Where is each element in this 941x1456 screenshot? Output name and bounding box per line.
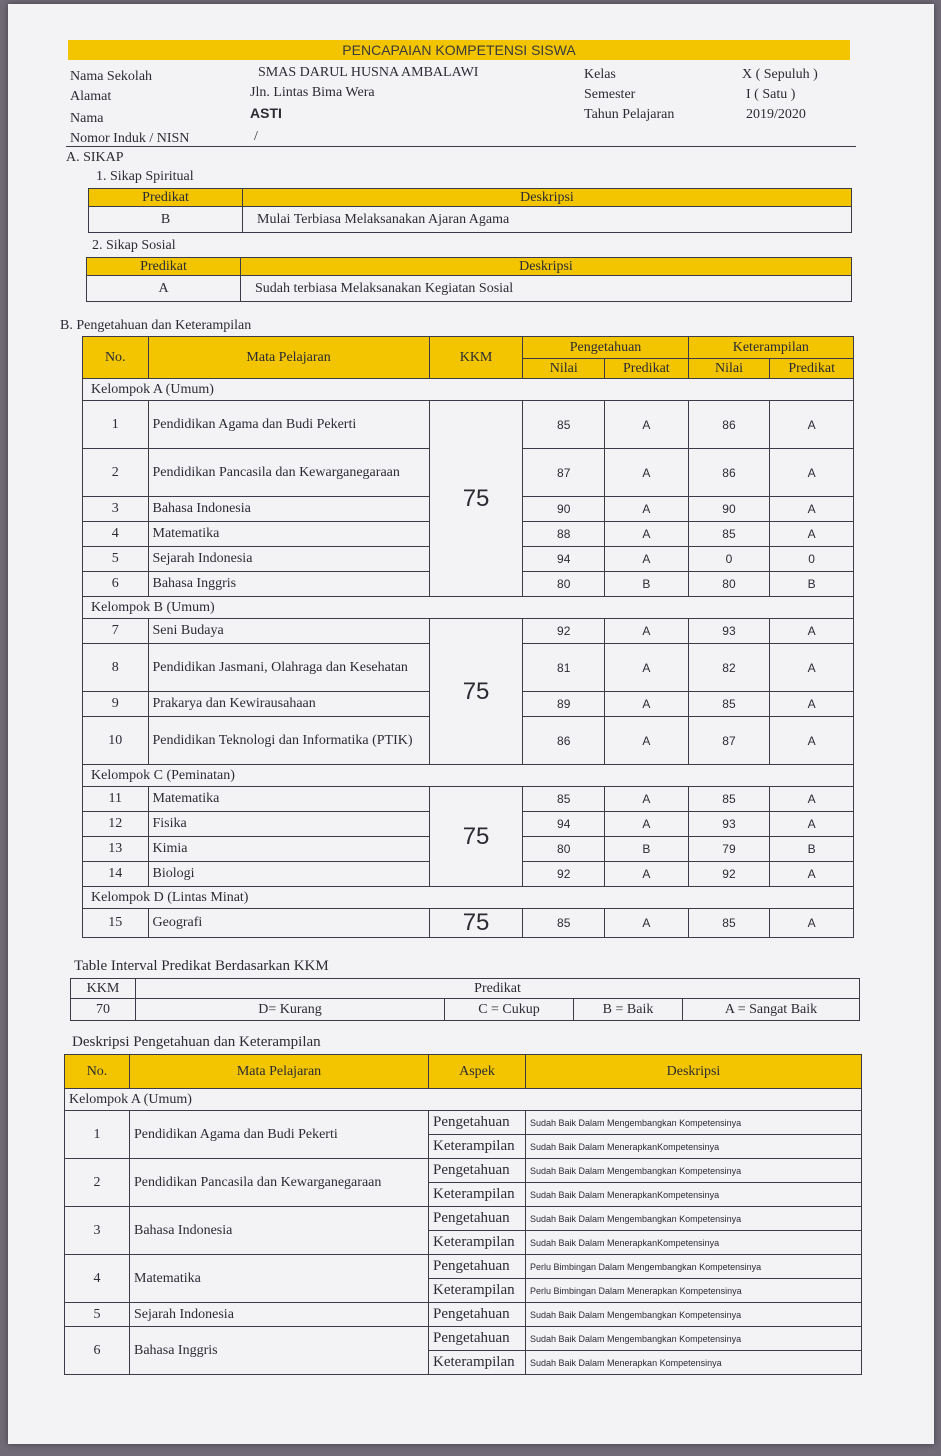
row-pn: 86	[523, 717, 605, 765]
semester-value: I ( Satu )	[746, 87, 796, 102]
interval-heading: Table Interval Predikat Berdasarkan KKM	[74, 958, 329, 974]
nilai-h-pengetahuan-predikat: Predikat	[605, 359, 689, 379]
desk-text: Sudah Baik Dalam MenerapkanKompetensinya	[526, 1183, 862, 1207]
row-kn: 82	[688, 644, 770, 692]
row-mapel: Pendidikan Teknologi dan Informatika (PTIK)	[148, 717, 429, 765]
desk-h-deskripsi: Deskripsi	[526, 1055, 862, 1089]
row-pn: 87	[523, 449, 605, 497]
row-pp: A	[605, 812, 689, 837]
desk-aspek: Pengetahuan	[429, 1207, 526, 1231]
desk-aspek: Keterampilan	[429, 1231, 526, 1255]
row-mapel: Matematika	[148, 522, 429, 547]
row-no: 7	[83, 619, 149, 644]
row-no: 13	[83, 837, 149, 862]
row-kn: 79	[688, 837, 770, 862]
group-row	[65, 1089, 862, 1111]
spiritual-predikat: B	[89, 207, 243, 233]
row-kp: 0	[770, 547, 854, 572]
desk-no: 5	[65, 1303, 130, 1327]
desk-mapel: Matematika	[130, 1255, 429, 1303]
row-kkm: 75	[429, 787, 523, 887]
deskripsi-heading: Deskripsi Pengetahuan dan Keterampilan	[72, 1034, 321, 1050]
row-no: 1	[83, 401, 149, 449]
row-kp: A	[770, 401, 854, 449]
sosial-h-predikat: Predikat	[87, 258, 241, 276]
desk-no: 4	[65, 1255, 130, 1303]
desk-text: Sudah Baik Dalam Mengembangkan Kompetensinya	[526, 1159, 862, 1183]
interval-kkm: 70	[71, 999, 136, 1021]
row-kn: 87	[688, 717, 770, 765]
nilai-h-mapel: Mata Pelajaran	[148, 337, 429, 379]
alamat-value: Jln. Lintas Bima Wera	[250, 85, 375, 100]
interval-b: B = Baik	[574, 999, 683, 1021]
row-pn: 94	[523, 547, 605, 572]
row-pp: A	[605, 547, 689, 572]
divider	[66, 146, 856, 147]
desk-h-aspek: Aspek	[429, 1055, 526, 1089]
row-kp: A	[770, 449, 854, 497]
row-pp: A	[605, 522, 689, 547]
nilai-h-keterampilan: Keterampilan	[688, 337, 853, 359]
table-row	[83, 909, 854, 938]
desk-h-no: No.	[65, 1055, 130, 1089]
spiritual-deskripsi: Mulai Terbiasa Melaksanakan Ajaran Agama	[243, 207, 852, 233]
deskripsi-table	[64, 1054, 862, 1375]
row-pn: 80	[523, 837, 605, 862]
desk-aspek: Pengetahuan	[429, 1159, 526, 1183]
desk-mapel: Sejarah Indonesia	[130, 1303, 429, 1327]
desk-aspek: Keterampilan	[429, 1135, 526, 1159]
row-pn: 89	[523, 692, 605, 717]
group-row	[83, 887, 854, 909]
row-pn: 92	[523, 862, 605, 887]
group-label: Kelompok B (Umum)	[83, 597, 854, 619]
spiritual-table	[88, 188, 852, 233]
row-kn: 85	[688, 787, 770, 812]
row-kn: 86	[688, 449, 770, 497]
row-kkm: 75	[429, 909, 523, 938]
deskripsi-header-row	[65, 1055, 862, 1089]
row-pn: 85	[523, 787, 605, 812]
desk-text: Perlu Bimbingan Dalam Mengembangkan Kompetensinya	[526, 1255, 862, 1279]
desk-no: 3	[65, 1207, 130, 1255]
nilai-header-row	[83, 337, 854, 359]
row-pp: B	[605, 837, 689, 862]
table-row	[65, 1255, 862, 1279]
desk-aspek: Pengetahuan	[429, 1303, 526, 1327]
row-no: 5	[83, 547, 149, 572]
row-pp: A	[605, 909, 689, 938]
row-kp: B	[770, 572, 854, 597]
kelas-value: X ( Sepuluh )	[742, 67, 818, 82]
nilai-h-keterampilan-predikat: Predikat	[770, 359, 854, 379]
row-pn: 94	[523, 812, 605, 837]
row-kp: A	[770, 644, 854, 692]
desk-text: Sudah Baik Dalam Mengembangkan Kompetensinya	[526, 1327, 862, 1351]
nilai-h-keterampilan-nilai: Nilai	[688, 359, 770, 379]
sosial-deskripsi: Sudah terbiasa Melaksanakan Kegiatan Sosial	[241, 276, 852, 302]
row-kn: 86	[688, 401, 770, 449]
group-row	[83, 765, 854, 787]
sosial-table	[86, 257, 852, 302]
desk-text: Sudah Baik Dalam MenerapkanKompetensinya	[526, 1231, 862, 1255]
row-kp: A	[770, 787, 854, 812]
tahun-label: Tahun Pelajaran	[584, 107, 675, 122]
row-no: 14	[83, 862, 149, 887]
interval-h-predikat: Predikat	[136, 979, 860, 999]
sosial-h-deskripsi: Deskripsi	[241, 258, 852, 276]
row-mapel: Seni Budaya	[148, 619, 429, 644]
row-pp: A	[605, 692, 689, 717]
row-no: 3	[83, 497, 149, 522]
interval-d: D= Kurang	[136, 999, 445, 1021]
row-kkm: 75	[429, 401, 523, 597]
table-row	[65, 1159, 862, 1183]
group-label: Kelompok D (Lintas Minat)	[83, 887, 854, 909]
table-row	[65, 1327, 862, 1351]
nilai-h-pengetahuan: Pengetahuan	[523, 337, 688, 359]
sikap-heading: A. SIKAP	[66, 150, 124, 165]
spiritual-heading: 1. Sikap Spiritual	[96, 169, 194, 184]
row-kp: A	[770, 692, 854, 717]
row-pp: B	[605, 572, 689, 597]
sekolah-label: Nama Sekolah	[70, 69, 153, 84]
desk-mapel: Bahasa Indonesia	[130, 1207, 429, 1255]
row-kkm: 75	[429, 619, 523, 765]
row-no: 4	[83, 522, 149, 547]
row-kp: A	[770, 862, 854, 887]
desk-mapel: Pendidikan Pancasila dan Kewarganegaraan	[130, 1159, 429, 1207]
interval-table	[70, 978, 860, 1021]
row-pp: A	[605, 449, 689, 497]
interval-a: A = Sangat Baik	[683, 999, 860, 1021]
row-mapel: Fisika	[148, 812, 429, 837]
tahun-value: 2019/2020	[746, 107, 806, 122]
row-no: 9	[83, 692, 149, 717]
row-no: 2	[83, 449, 149, 497]
sosial-heading: 2. Sikap Sosial	[92, 238, 176, 253]
desk-aspek: Pengetahuan	[429, 1255, 526, 1279]
row-kn: 90	[688, 497, 770, 522]
table-row	[65, 1303, 862, 1327]
row-no: 11	[83, 787, 149, 812]
row-kp: A	[770, 619, 854, 644]
nama-label: Nama	[70, 111, 104, 126]
row-mapel: Sejarah Indonesia	[148, 547, 429, 572]
group-row	[83, 597, 854, 619]
desk-mapel: Pendidikan Agama dan Budi Pekerti	[130, 1111, 429, 1159]
desk-aspek: Pengetahuan	[429, 1327, 526, 1351]
report-paper	[8, 4, 934, 1444]
row-mapel: Biologi	[148, 862, 429, 887]
desk-h-mapel: Mata Pelajaran	[130, 1055, 429, 1089]
spiritual-h-predikat: Predikat	[89, 189, 243, 207]
table-row	[83, 401, 854, 449]
nisn-label: Nomor Induk / NISN	[70, 131, 190, 146]
student-info	[70, 64, 850, 148]
row-kp: B	[770, 837, 854, 862]
row-mapel: Bahasa Inggris	[148, 572, 429, 597]
row-pn: 80	[523, 572, 605, 597]
row-pp: A	[605, 717, 689, 765]
nama-value: ASTI	[250, 105, 282, 121]
desk-text: Sudah Baik Dalam Menerapkan Kompetensinya	[526, 1351, 862, 1375]
desk-no: 1	[65, 1111, 130, 1159]
nilai-table	[82, 336, 854, 938]
group-row	[83, 379, 854, 401]
row-mapel: Bahasa Indonesia	[148, 497, 429, 522]
row-pp: A	[605, 862, 689, 887]
table-row	[65, 1111, 862, 1135]
row-pp: A	[605, 787, 689, 812]
row-mapel: Matematika	[148, 787, 429, 812]
desk-text: Sudah Baik Dalam MenerapkanKompetensinya	[526, 1135, 862, 1159]
nilai-h-no: No.	[83, 337, 149, 379]
row-no: 15	[83, 909, 149, 938]
row-pn: 88	[523, 522, 605, 547]
row-pn: 90	[523, 497, 605, 522]
nisn-value: /	[254, 129, 258, 144]
row-kp: A	[770, 812, 854, 837]
row-kp: A	[770, 909, 854, 938]
row-kn: 93	[688, 619, 770, 644]
desk-text: Sudah Baik Dalam Mengembangkan Kompetensinya	[526, 1111, 862, 1135]
row-kn: 0	[688, 547, 770, 572]
desk-aspek: Keterampilan	[429, 1183, 526, 1207]
row-pp: A	[605, 497, 689, 522]
row-kn: 85	[688, 692, 770, 717]
desk-no: 6	[65, 1327, 130, 1375]
row-pp: A	[605, 401, 689, 449]
row-pn: 81	[523, 644, 605, 692]
row-pn: 85	[523, 909, 605, 938]
desk-aspek: Pengetahuan	[429, 1111, 526, 1135]
table-row	[65, 1207, 862, 1231]
row-no: 6	[83, 572, 149, 597]
desk-text: Sudah Baik Dalam Mengembangkan Kompetensinya	[526, 1207, 862, 1231]
row-no: 8	[83, 644, 149, 692]
kelas-label: Kelas	[584, 67, 616, 82]
row-mapel: Pendidikan Jasmani, Olahraga dan Kesehatan	[148, 644, 429, 692]
sosial-predikat: A	[87, 276, 241, 302]
page-title: PENCAPAIAN KOMPETENSI SISWA	[68, 40, 850, 60]
nilai-heading: B. Pengetahuan dan Keterampilan	[60, 318, 252, 333]
row-pn: 85	[523, 401, 605, 449]
desk-text: Perlu Bimbingan Dalam Menerapkan Kompetensinya	[526, 1279, 862, 1303]
semester-label: Semester	[584, 87, 636, 102]
row-pn: 92	[523, 619, 605, 644]
row-kn: 85	[688, 909, 770, 938]
row-kn: 93	[688, 812, 770, 837]
row-kp: A	[770, 522, 854, 547]
desk-aspek: Keterampilan	[429, 1351, 526, 1375]
spiritual-h-deskripsi: Deskripsi	[243, 189, 852, 207]
group-label: Kelompok C (Peminatan)	[83, 765, 854, 787]
row-mapel: Pendidikan Agama dan Budi Pekerti	[148, 401, 429, 449]
row-no: 10	[83, 717, 149, 765]
alamat-label: Alamat	[70, 89, 112, 104]
desk-text: Sudah Baik Dalam Mengembangkan Kompetensinya	[526, 1303, 862, 1327]
desk-group-label: Kelompok A (Umum)	[65, 1089, 862, 1111]
row-kn: 92	[688, 862, 770, 887]
row-mapel: Prakarya dan Kewirausahaan	[148, 692, 429, 717]
interval-c: C = Cukup	[445, 999, 574, 1021]
row-kp: A	[770, 497, 854, 522]
desk-no: 2	[65, 1159, 130, 1207]
row-mapel: Kimia	[148, 837, 429, 862]
sekolah-value: SMAS DARUL HUSNA AMBALAWI	[258, 65, 479, 80]
row-mapel: Geografi	[148, 909, 429, 938]
group-label: Kelompok A (Umum)	[83, 379, 854, 401]
table-row	[83, 787, 854, 812]
row-pp: A	[605, 619, 689, 644]
row-kn: 85	[688, 522, 770, 547]
row-mapel: Pendidikan Pancasila dan Kewarganegaraan	[148, 449, 429, 497]
nilai-h-kkm: KKM	[429, 337, 523, 379]
row-kn: 80	[688, 572, 770, 597]
row-pp: A	[605, 644, 689, 692]
table-row	[83, 619, 854, 644]
desk-mapel: Bahasa Inggris	[130, 1327, 429, 1375]
nilai-h-pengetahuan-nilai: Nilai	[523, 359, 605, 379]
desk-aspek: Keterampilan	[429, 1279, 526, 1303]
interval-h-kkm: KKM	[71, 979, 136, 999]
row-kp: A	[770, 717, 854, 765]
row-no: 12	[83, 812, 149, 837]
